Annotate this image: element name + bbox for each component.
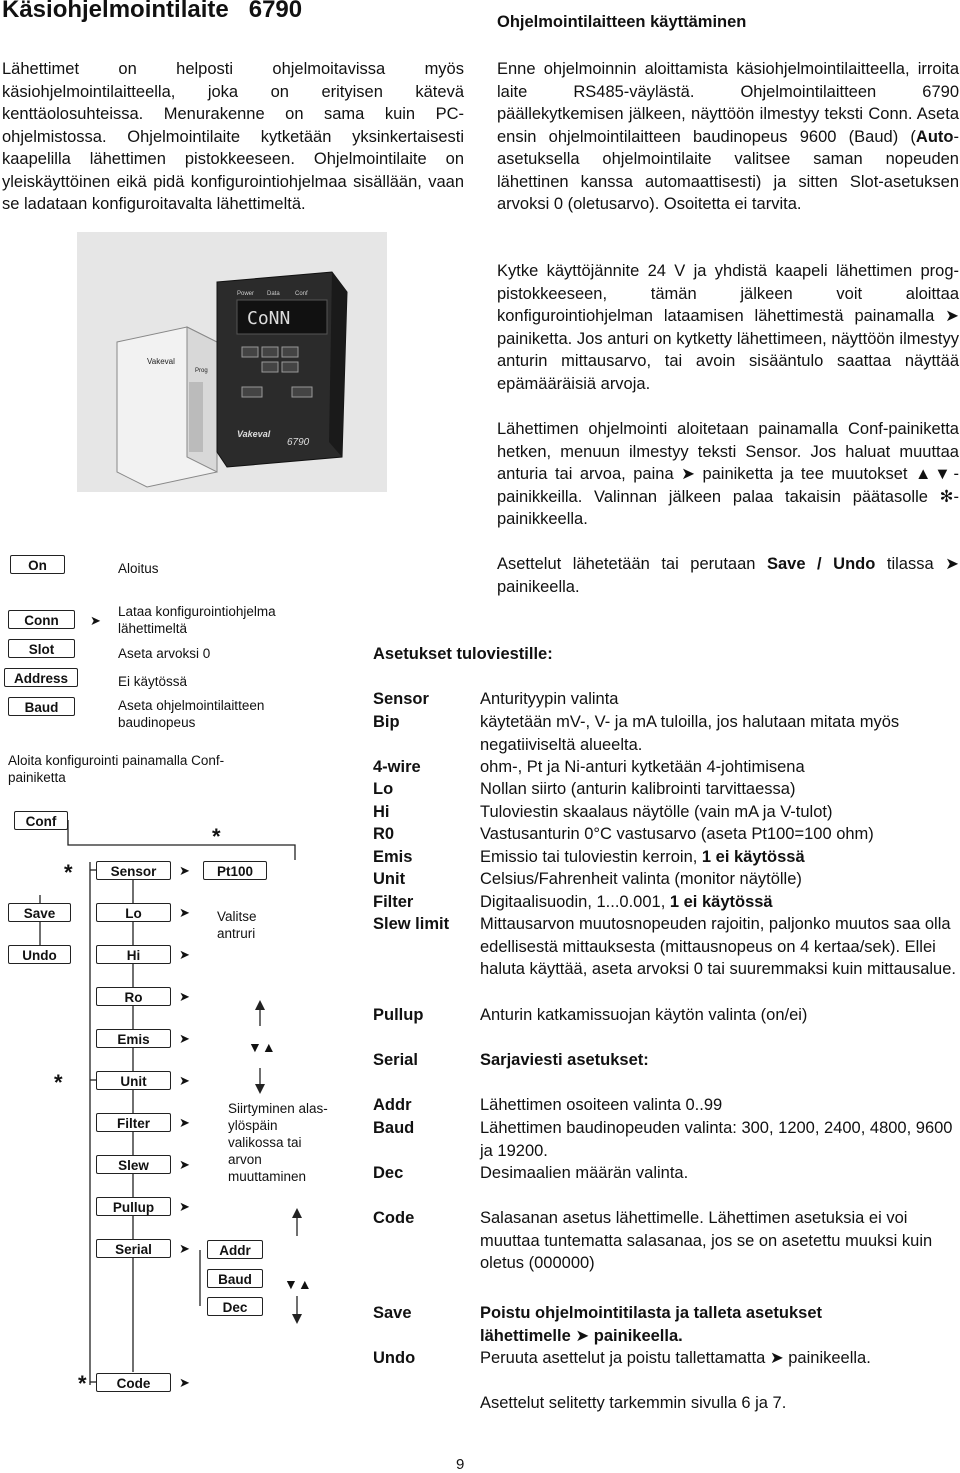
small-prog: Prog bbox=[195, 368, 208, 374]
usage-paragraph-4: Asettelut lähetetään tai perutaan Save / Undo tilassa ➤ painikeella. bbox=[497, 555, 959, 596]
desc-aloitus: Aloitus bbox=[118, 561, 159, 576]
desc-unit: Celsius/Fahrenheit valinta (monitor näytölle) bbox=[480, 870, 802, 888]
label-power: Power bbox=[237, 291, 255, 297]
desc-slot: Aseta arvoksi 0 bbox=[118, 646, 211, 661]
usage-heading: Ohjelmointilaitteen käyttäminen bbox=[497, 13, 747, 31]
star-icon: * bbox=[212, 824, 221, 849]
term-undo: Undo bbox=[373, 1349, 416, 1367]
desc-dec: Desimaalien määrän valinta. bbox=[480, 1164, 689, 1182]
menu-pullup: Pullup bbox=[96, 1197, 171, 1216]
conn-box: Conn bbox=[8, 610, 75, 629]
term-r0: R0 bbox=[373, 825, 395, 843]
desc-undo: Peruuta asettelut ja poistu tallettamatta ➤ painikeella. bbox=[480, 1349, 871, 1367]
desc-code: Salasanan asetus lähettimelle. Lähettimen asetuksia ei voi muuttaa tuntematta salasanaa, jos se on asetettu muuksi kuin oletus (000000) bbox=[480, 1209, 933, 1272]
desc-pullup: Anturin katkamissuojan käytön valinta (on/ei) bbox=[480, 1006, 808, 1024]
desc-r0: Vastusanturin 0°C vastusarvo (aseta Pt100=100 ohm) bbox=[480, 825, 874, 843]
slot-box: Slot bbox=[8, 639, 75, 658]
menu-code: Code bbox=[96, 1373, 171, 1392]
address-box: Address bbox=[4, 668, 78, 687]
term-slew-limit: Slew limit bbox=[373, 915, 450, 933]
menu-serial: Serial bbox=[96, 1239, 171, 1258]
desc-filter: Digitaalisuodin, 1...0.001, 1 ei käytössä bbox=[480, 893, 773, 911]
desc-lo: Nollan siirto (anturin kalibrointi tarvittaessa) bbox=[480, 780, 796, 798]
desc-4wire: ohm-, Pt ja Ni-anturi kytketään 4-johtimisena bbox=[480, 758, 805, 776]
menu-ro: Ro bbox=[96, 987, 171, 1006]
arrow-icon: ➤ bbox=[179, 1157, 190, 1172]
submenu-dec: Dec bbox=[207, 1297, 263, 1316]
start-note: Aloita konfigurointi painamalla Conf-painiketta bbox=[8, 753, 225, 785]
desc-address: Ei käytössä bbox=[118, 674, 188, 689]
term-filter: Filter bbox=[373, 893, 414, 911]
term-emis: Emis bbox=[373, 848, 413, 866]
menu-emis: Emis bbox=[96, 1029, 171, 1048]
term-addr: Addr bbox=[373, 1096, 412, 1114]
desc-baud: Aseta ohjelmointilaitteen baudinopeus bbox=[118, 698, 265, 730]
pt100-box: Pt100 bbox=[203, 861, 267, 880]
up-down-icon: ▼▲ bbox=[248, 1039, 276, 1055]
intro-paragraph: Lähettimet on helposti ohjelmoitavissa myös käsiohjelmointilaitteella, joka on erityisen kätevä kenttäolosuhteissa. Menurakenne on sama kuin PC-ohjelmistossa. Ohjelmointilaite kytketään yksinkertaisesti kaapelilla lähettimen pistokkeeseen. Ohjelmointilaite on yleiskäyttöinen eikä pidä konfigurointiohjelmaa sisällään, vaan se ladataan konfiguroitavalta lähettimeltä. bbox=[2, 60, 464, 213]
menu-filter: Filter bbox=[96, 1113, 171, 1132]
arrow-icon: ➤ bbox=[179, 1031, 190, 1046]
usage-paragraph-2: Kytke käyttöjännite 24 V ja yhdistä kaapeli lähettimen prog-pistokkeeseen, tämän jälkeen voit aloittaa konfigurointiohjelman lataamisen lähettimestä painamalla ➤ painiketta. Jos anturi on kytketty lähettimeen, näyttöön ilmestyy anturin mittausarvo, tai avoin sisääntulo saattaa näyttää epämääräisiä arvoja. bbox=[497, 262, 959, 393]
up-down-icon: ▼▲ bbox=[284, 1276, 312, 1292]
programmer-brand: Vakeval bbox=[237, 429, 271, 439]
undo-button-box: Undo bbox=[8, 945, 71, 964]
menu-lo: Lo bbox=[96, 903, 171, 922]
programmer-model: 6790 bbox=[287, 437, 310, 448]
label-data: Data bbox=[267, 291, 280, 297]
desc-conn: Lataa konfigurointiohjelma lähettimeltä bbox=[118, 604, 276, 636]
star-icon: * bbox=[54, 1070, 63, 1095]
arrow-icon: ➤ bbox=[179, 905, 190, 920]
term-baud: Baud bbox=[373, 1119, 415, 1137]
settings-footer: Asettelut selitetty tarkemmin sivulla 6 ja 7. bbox=[480, 1394, 787, 1412]
star-icon: * bbox=[64, 860, 73, 885]
desc-emis: Emissio tai tuloviestin kerroin, 1 ei käytössä bbox=[480, 848, 805, 866]
star-icon: * bbox=[78, 1371, 87, 1396]
arrow-icon: ➤ bbox=[179, 1199, 190, 1214]
desc-save: Poistu ohjelmointitilasta ja talleta asetukset lähettimelle ➤ painikeella. bbox=[480, 1304, 823, 1345]
desc-sensor: Anturityypin valinta bbox=[480, 690, 619, 708]
term-hi: Hi bbox=[373, 803, 390, 821]
page-title: Käsiohjelmointilaite 6790 bbox=[2, 0, 303, 23]
menu-unit: Unit bbox=[96, 1071, 171, 1090]
programmer-display: CoNN bbox=[247, 308, 291, 329]
arrow-icon: ➤ bbox=[179, 1073, 190, 1088]
term-unit: Unit bbox=[373, 870, 406, 888]
term-dec: Dec bbox=[373, 1164, 404, 1182]
save-button-box: Save bbox=[8, 903, 71, 922]
term-code: Code bbox=[373, 1209, 415, 1227]
usage-paragraph-3: Lähettimen ohjelmointi aloitetaan painamalla Conf-painiketta hetken, menuun ilmestyy teksti Sensor. Jos haluat muuttaa anturia tai arvoa, paina ➤ painiketta ja tee muutokset ▲▼-painikkeilla. Valinnan jälkeen palaa takaisin päätasolle ✻-painikkeella. bbox=[497, 420, 959, 528]
term-4wire: 4-wire bbox=[373, 758, 421, 776]
small-brand: Vakeval bbox=[147, 357, 175, 366]
term-save: Save bbox=[373, 1304, 412, 1322]
menu-hi: Hi bbox=[96, 945, 171, 964]
term-bip: Bip bbox=[373, 713, 400, 731]
desc-valitse: Valitse antruri bbox=[217, 909, 257, 941]
desc-siirtyminen: Siirtyminen alas-ylöspäin valikossa tai arvon muuttaminen bbox=[228, 1101, 328, 1184]
desc-addr: Lähettimen osoiteen valinta 0..99 bbox=[480, 1096, 723, 1114]
arrow-icon: ➤ bbox=[179, 1241, 190, 1256]
desc-serial: Sarjaviesti asetukset: bbox=[480, 1051, 649, 1069]
arrow-icon: ➤ bbox=[179, 863, 190, 878]
desc-slew-limit: Mittausarvon muutosnopeuden rajoitin, paljonko muutos saa olla edellisestä mittauksesta (mittausnopeus on 4 kertaa/sek). Ellei haluta käyttää, aseta arvoksi 0 tai suuremmaksi kuin mittausalue. bbox=[480, 915, 956, 978]
arrow-icon: ➤ bbox=[179, 989, 190, 1004]
settings-heading: Asetukset tuloviestille: bbox=[373, 645, 553, 663]
menu-slew: Slew bbox=[96, 1155, 171, 1174]
term-sensor: Sensor bbox=[373, 690, 429, 708]
conf-button-box: Conf bbox=[14, 811, 68, 830]
term-pullup: Pullup bbox=[373, 1006, 424, 1024]
on-box: On bbox=[10, 555, 65, 574]
term-serial: Serial bbox=[373, 1051, 418, 1069]
arrow-icon: ➤ bbox=[90, 613, 101, 628]
label-conf: Conf bbox=[295, 291, 308, 297]
baud-box: Baud bbox=[8, 697, 75, 716]
arrow-icon: ➤ bbox=[179, 1115, 190, 1130]
menu-sensor: Sensor bbox=[96, 861, 171, 880]
arrow-icon: ➤ bbox=[179, 1375, 190, 1390]
desc-bip: käytetään mV-, V- ja mA tuloilla, jos halutaan mitata myös negatiiviseltä alueelta. bbox=[480, 713, 900, 754]
term-lo: Lo bbox=[373, 780, 394, 798]
arrow-icon: ➤ bbox=[179, 947, 190, 962]
submenu-baud: Baud bbox=[207, 1269, 263, 1288]
submenu-addr: Addr bbox=[207, 1240, 263, 1259]
desc-baud-setting: Lähettimen baudinopeuden valinta: 300, 1200, 2400, 4800, 9600 ja 19200. bbox=[480, 1119, 953, 1160]
page-number: 9 bbox=[456, 1456, 465, 1473]
usage-paragraph-1: Enne ohjelmoinnin aloittamista käsiohjelmointilaitteella, irroita laite RS485-väylästä. Ohjelmointilaitteen 6790 päällekytkemisen jälkeen, näyttöön ilmestyy teksti Conn. Aseta ensin ohjelmointilaitteen baudinopeus 9600 (Baud) (Auto-asetuksella ohjelmointilaite valitsee saman nopeuden lähettinen kanssa automaattisesti) ja sitten Slot-asetuksen arvoksi 0 (oletusarvo). Osoitetta ei tarvita. bbox=[497, 60, 959, 213]
desc-hi: Tuloviestin skaalaus näytölle (vain mA ja V-tulot) bbox=[480, 803, 833, 821]
